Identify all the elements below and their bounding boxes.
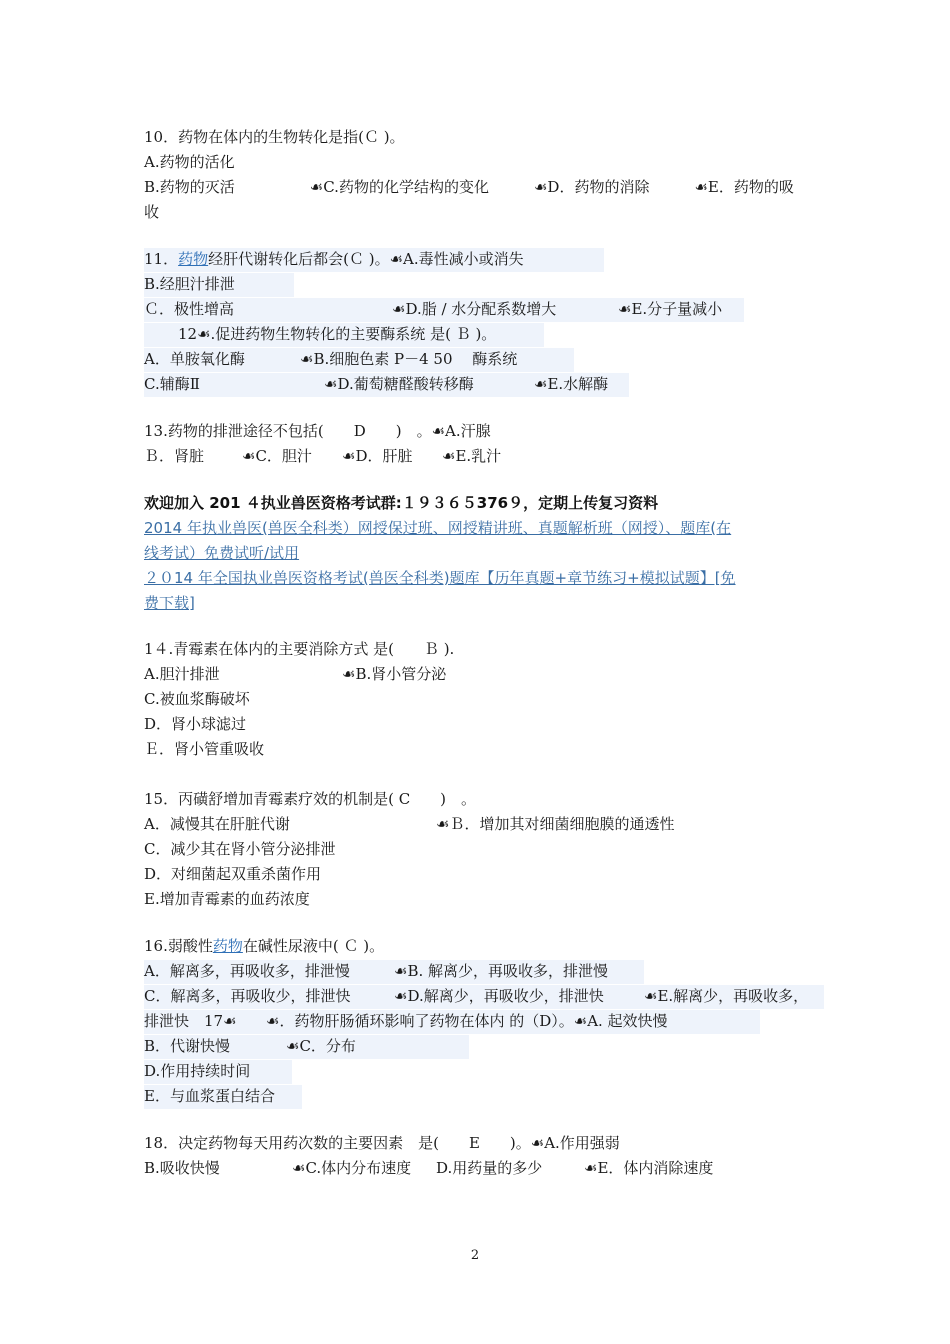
- q11-drug-link[interactable]: 药物: [178, 250, 209, 268]
- q18-options-row: [144, 1157, 714, 1181]
- q11-stem: [144, 248, 604, 272]
- online-course-link-cont[interactable]: 线考试）免费试听/试用: [144, 544, 300, 562]
- q11-number: 11．: [144, 250, 179, 268]
- q15-option-a: A．减慢其在肝脏代谢: [144, 815, 290, 833]
- q15-option-e: E.增加青霉素的血药浓度: [144, 890, 310, 908]
- q11-option-c: Ｃ．极性增高: [144, 300, 235, 318]
- q18-option-c: ☙C.体内分布速度: [292, 1159, 412, 1177]
- q18-option-e: ☙E．体内消除速度: [584, 1159, 714, 1177]
- q16-option-c: C．解离多，再吸收少，排泄快: [144, 987, 351, 1005]
- q16-option-e-cont: 排泄快 17☙: [144, 1012, 237, 1030]
- q15-option-c: C．减少其在肾小管分泌排泄: [144, 840, 336, 858]
- q17-option-b: B．代谢快慢: [144, 1037, 231, 1055]
- q10-stem: 10．药物在体内的生物转化是指(Ｃ )。: [144, 128, 405, 146]
- q13-options-row: [144, 445, 502, 469]
- q11-options-row: [144, 298, 744, 322]
- q14-option-e: Ｅ．肾小管重吸收: [144, 740, 265, 758]
- q16-stem: [144, 935, 384, 959]
- q11-stem-text: 经肝代谢转化后都会(Ｃ )。☙A.毒性减小或消失: [208, 250, 524, 268]
- q18-option-b: B.吸收快慢: [144, 1159, 220, 1177]
- q14-option-c: C.被血浆酶破坏: [144, 690, 250, 708]
- q12-option-d: ☙D.葡萄糖醛酸转移酶: [324, 375, 474, 393]
- q16-options-row1: [144, 960, 644, 984]
- q14-option-d: D．肾小球滤过: [144, 715, 247, 733]
- q13-option-d: ☙D．肝脏: [342, 447, 413, 465]
- q13-option-b: Ｂ．肾脏: [144, 447, 205, 465]
- q17-option-e: E．与血浆蛋白结合: [144, 1085, 302, 1109]
- q15-options-row: [144, 813, 675, 837]
- q10-option-e-cont: 收: [144, 203, 160, 221]
- q12-option-b: ☙B.细胞色素 P－4 50 酶系统: [300, 350, 518, 368]
- q13-stem: 13.药物的排泄途径不包括( D ) 。☙A.汗腺: [144, 422, 491, 440]
- q17-option-c: ☙C．分布: [286, 1037, 356, 1055]
- q10-option-a: A.药物的活化: [144, 153, 235, 171]
- q10-option-d: ☙D．药物的消除: [533, 178, 695, 196]
- q16-stem-text: 在碱性尿液中( Ｃ )。: [242, 937, 385, 955]
- q11-option-b: B.经胆汁排泄: [144, 273, 294, 297]
- q10-option-e: ☙E．药物的吸: [694, 178, 794, 196]
- q17-options-row: [144, 1035, 469, 1059]
- exam-group-notice: 欢迎加入 201 ４执业兽医资格考试群:１９３６５376９，定期上传复习资料: [144, 494, 659, 512]
- online-course-link[interactable]: 2014 年执业兽医(兽医全科类）网授保过班、网授精讲班、真题解析班（网授）、题库(在: [144, 519, 732, 537]
- page-number: 2: [470, 1248, 480, 1263]
- question-bank-link[interactable]: ２０14 年全国执业兽医资格考试(兽医全科类)题库【历年真题+章节练习+模拟试题】[免: [144, 569, 736, 587]
- q10-options-row: [144, 176, 794, 200]
- q12-option-c: C.辅酶Ⅱ: [144, 375, 200, 393]
- q15-option-d: D．对细菌起双重杀菌作用: [144, 865, 322, 883]
- q18-option-d: D.用药量的多少: [436, 1159, 543, 1177]
- q16-drug-link[interactable]: 药物: [212, 937, 243, 955]
- q16-option-b: ☙B. 解离少，再吸收多，排泄慢: [394, 962, 609, 980]
- q14-options-row: [144, 663, 447, 687]
- q12-stem: 12☙.促进药物生物转化的主要酶系统 是( Ｂ )。: [144, 323, 544, 347]
- q13-option-e: ☙E.乳汁: [442, 447, 502, 465]
- q14-option-b: ☙B.肾小管分泌: [342, 665, 447, 683]
- q11-option-d: ☙D.脂 / 水分配系数增大: [392, 300, 557, 318]
- q14-option-a: A.胆汁排泄: [144, 665, 220, 683]
- q15-stem: 15．丙磺舒增加青霉素疗效的机制是( C ) 。: [144, 790, 477, 808]
- q16-q17-row: [144, 1010, 760, 1034]
- q16-option-d: ☙D.解离少，再吸收少，排泄快: [394, 987, 604, 1005]
- q12-options-row2: [144, 373, 629, 397]
- q12-option-a: A．单胺氧化酶: [144, 350, 245, 368]
- q10-option-c: ☙C.药物的化学结构的变化: [309, 178, 534, 196]
- q15-option-b: ☙Ｂ．增加其对细菌细胞膜的通透性: [436, 815, 675, 833]
- q11-option-e: ☙E.分子量减小: [618, 300, 723, 318]
- q16-options-row2: [144, 985, 824, 1009]
- q18-stem: 18．决定药物每天用药次数的主要因素 是( E )。☙A.作用强弱: [144, 1134, 620, 1152]
- q14-stem: 1４.青霉素在体内的主要消除方式 是( Ｂ ).: [144, 640, 455, 658]
- q17-option-d: D.作用持续时间: [144, 1060, 292, 1084]
- q17-stem: ☙．药物肝肠循环影响了药物在体内 的（D）。☙A. 起效快慢: [266, 1012, 668, 1030]
- q16-number: 16.弱酸性: [144, 937, 213, 955]
- q10-option-b: B.药物的灭活: [144, 178, 310, 196]
- q13-option-c: ☙C．胆汁: [242, 447, 312, 465]
- question-bank-link-cont[interactable]: 费下载]: [144, 594, 195, 612]
- q12-options-row1: [144, 348, 574, 372]
- q16-option-a: A．解离多，再吸收多，排泄慢: [144, 962, 350, 980]
- q16-option-e: ☙E.解离少，再吸收多，: [644, 987, 809, 1005]
- q12-option-e: ☙E.水解酶: [534, 375, 609, 393]
